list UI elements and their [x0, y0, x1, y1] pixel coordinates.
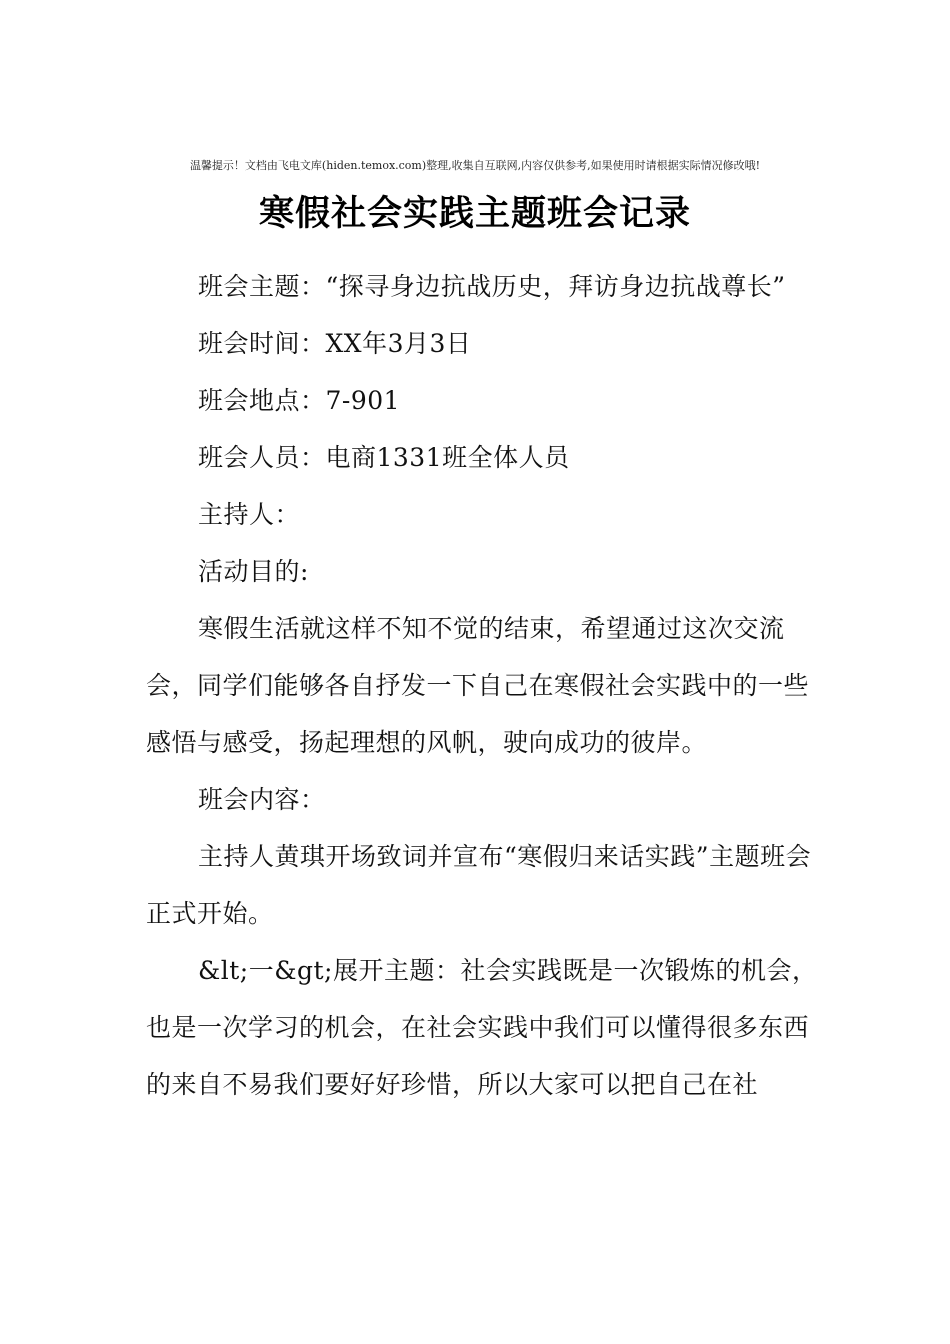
paragraph-section-one: &lt;一&gt;展开主题：社会实践既是一次锻炼的机会，也是一次学习的机会，在社会实践中我们可以懂得很多东西的来自不易我们要好好珍惜，所以大家可以把自己在社: [146, 956, 818, 1099]
paragraph-purpose: 寒假生活就这样不知不觉的结束，希望通过这次交流会，同学们能够各自抒发一下自己在寒假社会实践中的一些感悟与感受，扬起理想的风帆，驶向成功的彼岸。: [146, 614, 810, 757]
paragraph-time: 班会时间：XX年3月3日: [198, 329, 472, 358]
download-notice: 温馨提示！文档由飞电文库(hiden.temox.com)整理,收集自互联网,内容仅供参考,如果使用时请根据实际情况修改哦!: [189, 159, 761, 172]
paragraph-location: 班会地点：7-901: [198, 386, 401, 415]
paragraph-participants: 班会人员：电商1331班全体人员: [198, 443, 570, 472]
document-title: 寒假社会实践主题班会记录: [258, 194, 691, 234]
paragraph-opening: 主持人黄琪开场致词并宣布“寒假归来话实践”主题班会正式开始。: [146, 842, 812, 928]
paragraph-theme: 班会主题：“探寻身边抗战历史，拜访身边抗战尊长”: [198, 272, 786, 301]
paragraph-purpose-heading: 活动目的:: [198, 557, 309, 586]
paragraph-host: 主持人：: [198, 500, 301, 529]
paragraph-content-heading: 班会内容：: [198, 785, 326, 814]
document-body: [146, 258, 818, 1113]
